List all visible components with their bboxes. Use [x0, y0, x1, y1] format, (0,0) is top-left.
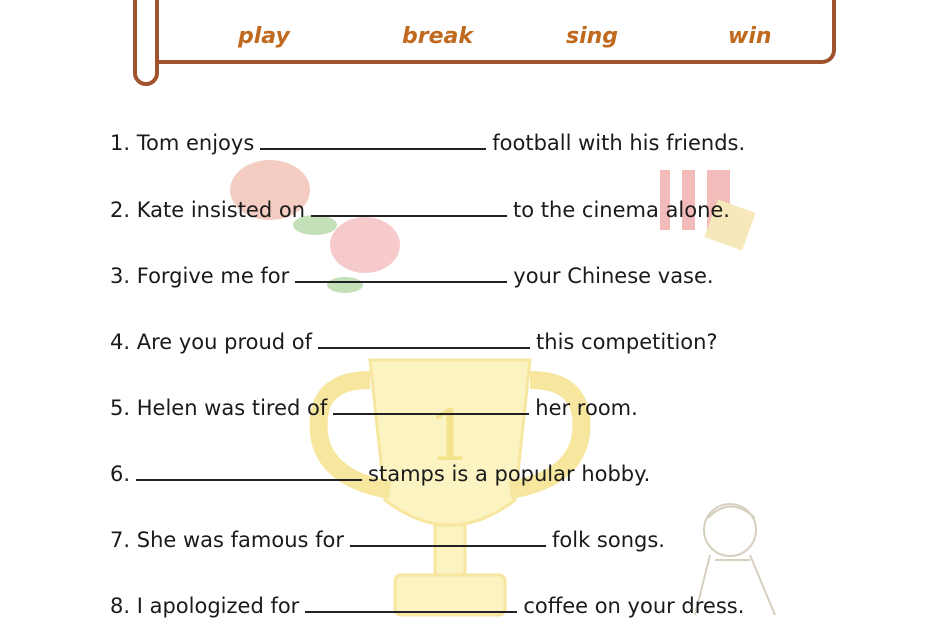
sentence-after: folk songs. — [552, 528, 665, 552]
sentence-6 — [110, 459, 650, 486]
answer-blank[interactable] — [295, 261, 507, 283]
answer-blank[interactable] — [305, 591, 517, 613]
sentence-before: Are you proud of — [136, 330, 313, 354]
sentence-after: football with his friends. — [492, 131, 746, 155]
sentence-1 — [110, 128, 745, 155]
answer-blank[interactable] — [136, 459, 362, 481]
sentence-after: this competition? — [536, 330, 718, 354]
sentence-after: stamps is a popular hobby. — [368, 462, 651, 486]
word-win: win — [728, 24, 772, 49]
sentence-after: to the cinema alone. — [513, 198, 730, 222]
sentence-number: 1. — [110, 131, 131, 155]
answer-blank[interactable] — [311, 195, 507, 217]
sentence-before: Helen was tired of — [136, 396, 328, 420]
answer-blank[interactable] — [333, 393, 529, 415]
answer-blank[interactable] — [318, 327, 530, 349]
sentence-number: 3. — [110, 264, 131, 288]
sentence-4 — [110, 327, 718, 354]
answer-blank[interactable] — [350, 525, 546, 547]
sentence-before: Forgive me for — [136, 264, 290, 288]
sentence-3 — [110, 261, 714, 288]
answer-blank[interactable] — [260, 128, 486, 150]
sentence-8 — [110, 591, 744, 618]
sentence-5 — [110, 393, 638, 420]
sentence-before: Tom enjoys — [136, 131, 255, 155]
word-break: break — [402, 24, 473, 49]
sentence-before: Kate insisted on — [136, 198, 306, 222]
sentence-7 — [110, 525, 665, 552]
sentence-before: She was famous for — [136, 528, 344, 552]
sentence-number: 6. — [110, 462, 131, 486]
sentence-before: I apologized for — [136, 594, 300, 618]
word-play: play — [238, 24, 290, 49]
svg-text:1: 1 — [427, 395, 473, 477]
sentence-number: 2. — [110, 198, 131, 222]
scroll-roll — [133, 0, 159, 86]
sentence-2 — [110, 195, 730, 222]
sentence-after: your Chinese vase. — [513, 264, 714, 288]
word-sing: sing — [566, 24, 619, 49]
sentence-number: 4. — [110, 330, 131, 354]
sentence-number: 8. — [110, 594, 131, 618]
sentence-after: coffee on your dress. — [523, 594, 745, 618]
sentence-after: her room. — [535, 396, 638, 420]
sentence-number: 5. — [110, 396, 131, 420]
sentence-number: 7. — [110, 528, 131, 552]
